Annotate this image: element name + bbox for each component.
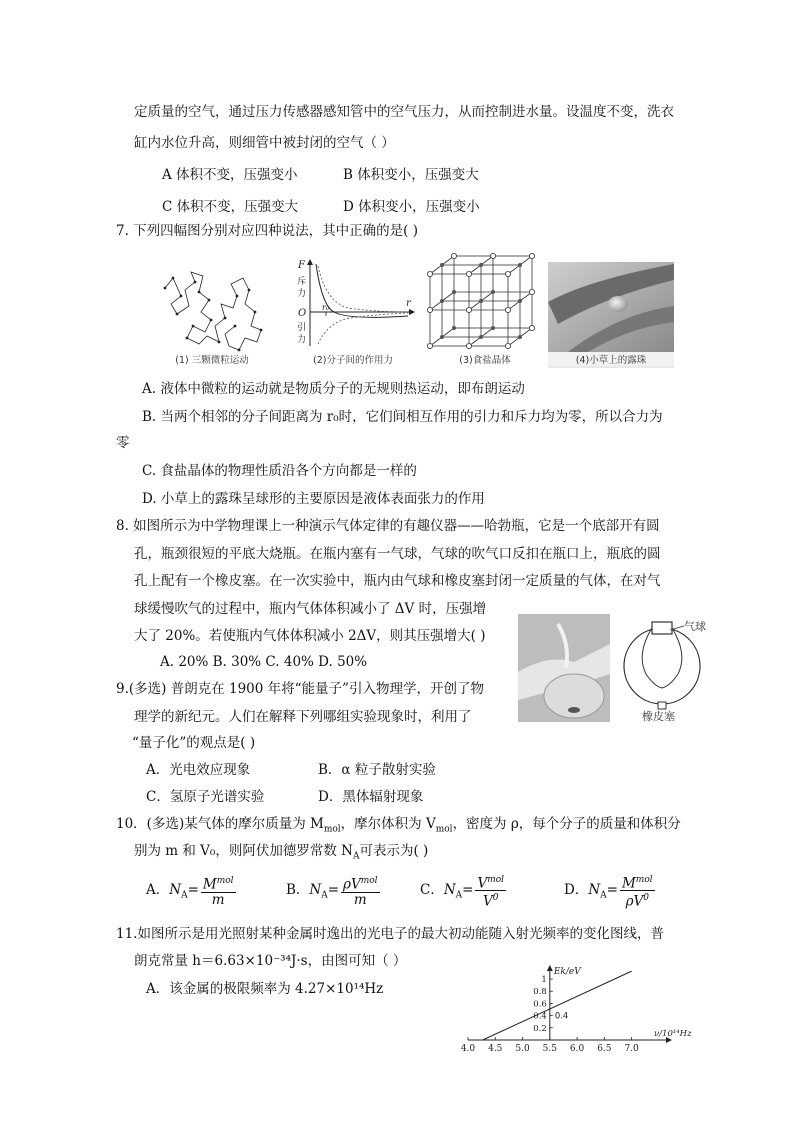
q10-d-lhs-sub: A: [600, 890, 607, 901]
q6-text-line2: 缸内水位升高，则细管中被封闭的空气（ ）: [134, 135, 395, 151]
q7-text: 7. 下列四幅图分别对应四种说法，其中正确的是( ): [116, 223, 418, 239]
figure-molecular-force: [288, 256, 418, 368]
q10-line2-part2: 可表示为( ): [359, 843, 429, 859]
q7-option-c: C. 食盐晶体的物理性质沿各个方向都是一样的: [142, 463, 417, 479]
y-axis-arrow: [547, 965, 553, 971]
chart-x-label: ν/10¹⁴Hz: [654, 1029, 692, 1039]
q10-b-eq: =: [327, 882, 340, 898]
q10-a-fraction: [201, 874, 236, 907]
q10-b-lhs-sub: A: [321, 890, 328, 901]
q10-c-eq: =: [462, 882, 474, 898]
figure-hubble-bottle-photo: [518, 614, 610, 722]
chart-series: [483, 971, 632, 1040]
q10-d-fraction: [620, 873, 655, 909]
q10-line2-part1: 别为 m 和 V₀，则阿伏加德罗常数 N: [134, 843, 353, 859]
x-tick-label-6: 7.0: [624, 1044, 639, 1054]
q7-option-b-line1: B. 当两个相邻的分子间距离为 r₀时，它们间相互作用的引力和斥力均为零，所以合力为: [142, 409, 663, 425]
y-tick-label-4: 1: [541, 975, 547, 986]
q10-b-fraction: [341, 874, 380, 907]
fig2-F-label: F: [298, 260, 305, 271]
fig2-attraction-label-1: 引: [297, 323, 307, 333]
q9-option-c: C．氢原子光谱实验: [146, 789, 265, 805]
q10-line1-sub2: mol: [435, 824, 453, 835]
x-tick-label-3: 5.5: [542, 1044, 557, 1054]
q10-line1-part1: 10．(多选)某气体的摩尔质量为 M: [116, 816, 324, 832]
q10-a-lhs-sub: A: [181, 890, 188, 901]
q10-d-label: D．: [564, 882, 589, 898]
q10-c-num-sup: mol: [487, 874, 505, 885]
chart-y-label: Ek/eV: [553, 967, 581, 977]
y-tick-label-3: 0.8: [533, 987, 547, 998]
q7-option-d: D. 小草上的露珠呈球形的主要原因是液体表面张力的作用: [142, 491, 485, 507]
q10-c-fraction: [475, 873, 506, 909]
q10-c-lhs-sub: A: [455, 890, 463, 901]
q10-c-label: C．: [420, 882, 444, 898]
q10-d-eq: =: [606, 882, 618, 898]
q10-b-num: ρV: [343, 876, 361, 893]
q10-d-num-sup: mol: [635, 874, 653, 885]
x-tick-label-1: 4.5: [488, 1044, 503, 1054]
q8-text-line2: 孔，瓶颈很短的平底大烧瓶。在瓶内塞有一气球，气球的吹气口反扣在瓶口上，瓶底的圆: [134, 546, 661, 562]
q9-text-line1: 9.(多选) 普朗克在 1900 年将“能量子”引入物理学，开创了物: [116, 681, 484, 697]
molecular-force-graph: [288, 256, 418, 352]
q10-d-den-sup: 0: [643, 893, 649, 903]
fig2-attraction-label-2: 力: [297, 335, 307, 345]
hubble-bottle-diagram: [618, 614, 728, 722]
q6-option-d: D 体积变小，压强变小: [343, 199, 480, 215]
q10-a-eq: =: [187, 882, 199, 898]
q10-line1-sub: mol: [323, 824, 341, 835]
figure-dewdrop: [548, 262, 674, 368]
q6-option-c: C 体积不变，压强变大: [162, 199, 299, 215]
q9-text-line3: “量子化”的观点是( ): [132, 735, 256, 751]
q10-a-num-sup: mol: [216, 876, 234, 887]
x-tick-label-5: 6.5: [597, 1044, 612, 1054]
fig2-r-label: r: [406, 298, 411, 309]
q8-text-line1: 8. 如图所示为中学物理课上一种演示气体定律的有趣仪器——哈勃瓶，它是一个底部开有圆: [116, 518, 660, 534]
q9-option-d: D．黑体辐射现象: [318, 789, 424, 805]
figure-hubble-bottle-diagram: [618, 614, 728, 722]
fig2-repulsion-label-1: 斥: [297, 277, 307, 287]
q9-option-b: B．α 粒子散射实验: [318, 762, 436, 778]
q7-option-b-line2: 零: [116, 435, 130, 451]
q10-option-c: [420, 872, 508, 908]
figure-3-caption: (3)食盐晶体: [459, 355, 511, 366]
y-tick-label-2: 0.6: [533, 999, 547, 1010]
figure-2-caption: (2)分子间的作用力: [313, 355, 393, 366]
balloon-label: 气球: [684, 620, 706, 633]
q10-line2-sub: A: [352, 851, 360, 862]
q11-text-line1: 11.如图所示是用光照射某种金属时逸出的光电子的最大初动能随入射光频率的变化图线，普: [116, 926, 664, 942]
q10-a-label: A．: [146, 882, 170, 898]
figure-brownian-motion: [147, 256, 277, 368]
x-tick-label-4: 6.0: [569, 1044, 585, 1054]
hubble-bottle-photo-drawing: [518, 614, 610, 722]
x-tick-label-2: 5.0: [515, 1044, 530, 1054]
salt-crystal-lattice: [420, 252, 550, 350]
q8-text-line4: 球缓慢吹气的过程中，瓶内气体体积减小了 ΔV 时，压强增: [134, 601, 487, 617]
stopper-label: 橡皮塞: [642, 710, 675, 722]
dewdrop-photo: [548, 262, 674, 352]
q10-c-den: V: [483, 893, 493, 910]
figure-1-caption: (1) 三颗微粒运动: [175, 355, 249, 366]
q11-text-line2: 朗克常量 h＝6.63×10⁻³⁴J·s，由图可知（ ）: [134, 953, 407, 969]
q10-c-den-sup: 0: [492, 893, 499, 903]
q8-text-line3: 孔上配有一个橡皮塞。在一次实验中，瓶内由气球和橡皮塞封闭一定质量的气体，在对气: [134, 573, 661, 589]
q10-c-num: V: [477, 875, 488, 891]
q8-options: A. 20% B. 30% C. 40% D. 50%: [160, 654, 368, 670]
q7-option-a: A. 液体中微粒的运动就是物质分子的无规则热运动，即布朗运动: [142, 381, 525, 397]
q10-option-b: [286, 872, 382, 908]
figure-4-caption: (4)小草上的露珠: [548, 352, 674, 366]
fig2-O-label: O: [298, 308, 307, 319]
q10-d-den: ρV: [625, 893, 644, 910]
q10-a-num: M: [202, 876, 217, 893]
q10-text-line1: [116, 815, 681, 839]
q9-option-a: A．光电效应现象: [146, 762, 251, 778]
q11-option-a: A．该金属的极限频率为 4.27×10¹⁴Hz: [146, 981, 384, 997]
q10-a-den: m: [211, 891, 225, 908]
q10-option-a: [146, 872, 238, 908]
q10-b-label: B．: [286, 882, 310, 898]
q6-option-b: B 体积变小，压强变大: [343, 167, 479, 183]
q9-text-line2: 理学的新纪元。人们在解释下列哪组实验现象时，利用了: [134, 709, 472, 725]
q10-d-lhs: N: [588, 882, 601, 898]
fig2-repulsion-label-2: 力: [297, 289, 307, 299]
figure-salt-crystal: [420, 252, 550, 368]
chart-annotation: 0.4: [554, 1011, 569, 1022]
q6-option-a: A 体积不变，压强变小: [162, 167, 298, 183]
x-tick-label-0: 4.0: [460, 1044, 476, 1054]
q10-text-line2: [134, 842, 428, 866]
q10-b-lhs: N: [309, 882, 322, 898]
q10-option-d: [564, 872, 657, 908]
y-tick-label-0: 0.2: [533, 1023, 547, 1034]
q10-a-lhs: N: [169, 882, 182, 898]
y-tick-label-1: 0.4: [533, 1011, 547, 1022]
series-line-0: [483, 971, 632, 1040]
q10-b-num-sup: mol: [360, 876, 378, 887]
q10-line1-part2: ，摩尔体积为 V: [340, 816, 436, 832]
q10-line1-part3: ，密度为 ρ，每个分子的质量和体积分: [452, 816, 681, 832]
q8-text-line5: 大了 20%。若使瓶内气体体积减小 2ΔV，则其压强增大( ): [134, 628, 486, 644]
q10-b-den: m: [353, 891, 367, 908]
q10-d-num: M: [621, 875, 636, 891]
q10-c-lhs: N: [443, 882, 456, 898]
photoelectric-chart: [448, 964, 696, 1064]
q6-text-line1: 定质量的空气，通过压力传感器感知管中的空气压力，从而控制进水量。设温度不变，洗衣: [134, 104, 674, 120]
fig2-r0-label: r₀: [322, 303, 330, 312]
